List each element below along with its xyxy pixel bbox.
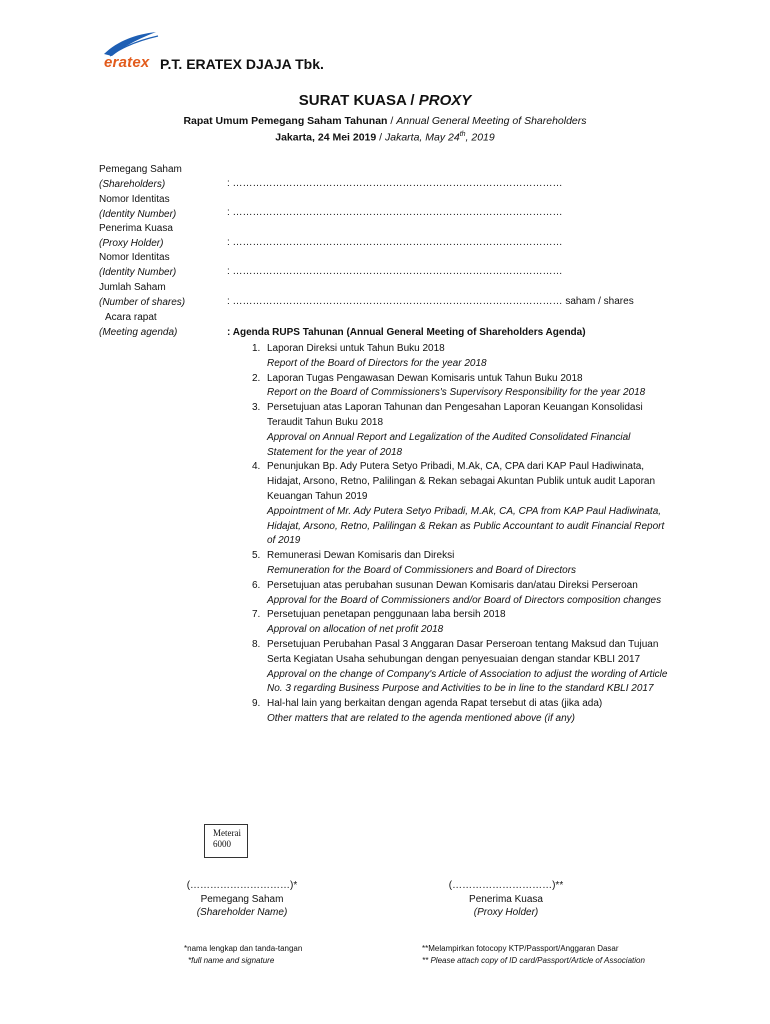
- agenda-item: [252, 342, 672, 372]
- shareholder-field[interactable]: : ………………………………………………………………………………………: [227, 178, 563, 189]
- field-label-shareholder: [99, 163, 182, 192]
- date-year: , 2019: [465, 131, 495, 144]
- agenda-text-id: Hal-hal lain yang berkaitan dengan agenda Rapat tersebut di atas (jika ada): [267, 698, 603, 710]
- agenda-num: 6.: [252, 579, 261, 591]
- agenda-item: [252, 579, 672, 609]
- agenda-num: 4.: [252, 461, 261, 473]
- agenda-item: [252, 549, 672, 579]
- stamp-value: 6000: [213, 839, 231, 849]
- signature-name-en: (Shareholder Name): [196, 907, 288, 918]
- agenda-text-en: Report of the Board of Directors for the year 2018: [267, 357, 487, 369]
- document-title: [0, 92, 770, 109]
- agenda-text-id: Laporan Direksi untuk Tahun Buku 2018: [267, 343, 445, 354]
- label-id: Nomor Identitas: [99, 194, 170, 205]
- identity-number-field-2[interactable]: : ………………………………………………………………………………………: [227, 266, 563, 277]
- agenda-text-en: Approval for the Board of Commissioners and/or Board of Directors composition changes: [267, 594, 662, 606]
- agenda-heading: : Agenda RUPS Tahunan (Annual General Meeting of Shareholders Agenda): [227, 327, 586, 338]
- agenda-item: [252, 401, 672, 460]
- agenda-item: [252, 608, 672, 638]
- label-en: (Shareholders): [99, 178, 166, 190]
- company-logo: [100, 30, 162, 72]
- footnote-id: *nama lengkap dan tanda-tangan: [184, 944, 303, 953]
- agenda-text-id: Persetujuan Perubahan Pasal 3 Anggaran Dasar Perseroan tentang Maksud dan Tujuan Serta Kegiatan Usaha sehubungan dengan penyesuaian dengan standar KBLI 2017: [267, 638, 659, 665]
- footnote-right: [422, 944, 645, 965]
- field-label-identity-1: [99, 193, 176, 222]
- identity-number-field-1[interactable]: : ………………………………………………………………………………………: [227, 207, 563, 218]
- agenda-text-en: Appointment of Mr. Ady Putera Setyo Pribadi, M.Ak, CA, CPA from KAP Paul Hadiwinata, Hidajat, Arsono, Retno, Palilingan & Rekan as Public Accountant to audit Financial Report of 2019: [267, 505, 665, 547]
- proxy-holder-field[interactable]: : ………………………………………………………………………………………: [227, 237, 563, 248]
- agenda-text-en: Approval on allocation of net profit 2018: [267, 624, 444, 636]
- signature-name-en: (Proxy Holder): [473, 907, 539, 918]
- agenda-text-en: Other matters that are related to the agenda mentioned above (if any): [267, 712, 575, 724]
- stamp-label: Meterai: [213, 828, 241, 838]
- logo-wordmark: eratex: [104, 54, 150, 71]
- subtitle-id: Rapat Umum Pemegang Saham Tahunan: [183, 115, 388, 127]
- label-id: Jumlah Saham: [99, 282, 166, 293]
- duty-stamp-box: [204, 824, 248, 858]
- agenda-num: 3.: [252, 402, 261, 414]
- label-id: Acara rapat: [105, 312, 157, 323]
- agenda-text-id: Remunerasi Dewan Komisaris dan Direksi: [267, 550, 455, 562]
- label-en: (Number of shares): [99, 296, 186, 308]
- company-name: P.T. ERATEX DJAJA Tbk.: [160, 56, 324, 72]
- signature-name: Pemegang Saham: [200, 894, 284, 905]
- agenda-text-id: Persetujuan atas Laporan Tahunan dan Pengesahan Laporan Keuangan Konsolidasi Teraudit Tahun Buku 2018: [267, 402, 643, 428]
- label-en: (Identity Number): [99, 266, 177, 278]
- label-en: (Proxy Holder): [99, 237, 164, 249]
- agenda-item: [252, 697, 672, 727]
- agenda-item: [252, 460, 672, 549]
- label-en: (Meeting agenda): [99, 326, 178, 338]
- agenda-num: 9.: [252, 698, 261, 710]
- footnote-en: ** Please attach copy of ID card/Passport/Article of Association: [422, 956, 645, 965]
- date-sep: /: [376, 131, 385, 144]
- meeting-subtitle: [0, 115, 770, 127]
- signature-name: Penerima Kuasa: [469, 894, 543, 905]
- signature-shareholder: [172, 880, 312, 918]
- label-id: Penerima Kuasa: [99, 223, 173, 234]
- agenda-num: 5.: [252, 550, 261, 562]
- signature-line[interactable]: (…………………………)**: [448, 880, 564, 891]
- field-label-shares: [99, 281, 185, 310]
- agenda-text-id: Persetujuan atas perubahan susunan Dewan Komisaris dan/atau Direksi Perseroan: [267, 579, 638, 591]
- agenda-num: 1.: [252, 343, 261, 354]
- label-id: Nomor Identitas: [99, 252, 170, 263]
- footnote-left: [184, 944, 302, 965]
- footnote-id: **Melampirkan fotocopy KTP/Passport/Anggaran Dasar: [422, 944, 619, 953]
- agenda-num: 8.: [252, 638, 261, 650]
- agenda-text-en: Approval on Annual Report and Legalization of the Audited Consolidated Financial Statement for the year of 2018: [267, 431, 631, 458]
- label-id: Pemegang Saham: [99, 164, 182, 175]
- field-label-agenda: [99, 311, 177, 340]
- signature-line[interactable]: (…………………………)*: [186, 880, 298, 891]
- subtitle-sep: /: [387, 115, 397, 127]
- agenda-text-en: Remuneration for the Board of Commissioners and Board of Directors: [267, 564, 577, 576]
- meeting-date: [0, 131, 770, 144]
- date-en: Jakarta, May 24: [385, 131, 460, 144]
- title-id: SURAT KUASA /: [298, 92, 419, 109]
- agenda-item: [252, 638, 672, 697]
- date-sup: th: [459, 131, 466, 138]
- agenda-text-en: Report on the Board of Commissioners's Supervisory Responsibility for the year 2018: [267, 387, 646, 399]
- title-en: PROXY: [418, 92, 472, 109]
- agenda-num: 7.: [252, 609, 261, 621]
- agenda-text-id: Laporan Tugas Pengawasan Dewan Komisaris untuk Tahun Buku 2018: [267, 372, 583, 384]
- number-of-shares-field[interactable]: : ……………………………………………………………………………………… saham / shares: [227, 296, 634, 307]
- agenda-text-id: Penunjukan Bp. Ady Putera Setyo Pribadi, M.Ak, CA, CPA dari KAP Paul Hadiwinata, Hidajat, Arsono, Retno, Palilingan & Rekan sebagai Akuntan Publik untuk audit Laporan Keuangan Tahun 2019: [267, 461, 656, 502]
- agenda-list: [252, 342, 672, 727]
- subtitle-en: Annual General Meeting of Shareholders: [396, 115, 587, 127]
- footnote-en: *full name and signature: [188, 956, 275, 965]
- date-id: Jakarta, 24 Mei 2019: [275, 131, 377, 144]
- field-label-proxy-holder: [99, 222, 173, 251]
- label-en: (Identity Number): [99, 208, 177, 220]
- field-label-identity-2: [99, 251, 176, 280]
- signature-proxy-holder: [436, 880, 576, 918]
- agenda-text-id: Persetujuan penetapan penggunaan laba bersih 2018: [267, 609, 506, 621]
- agenda-text-en: Approval on the change of Company's Article of Association to adjust the wording of Article No. 3 regarding Business Purpose and Activities to be in line to the standard KBLI 2017: [267, 668, 668, 695]
- agenda-num: 2.: [252, 372, 261, 384]
- agenda-item: [252, 372, 672, 402]
